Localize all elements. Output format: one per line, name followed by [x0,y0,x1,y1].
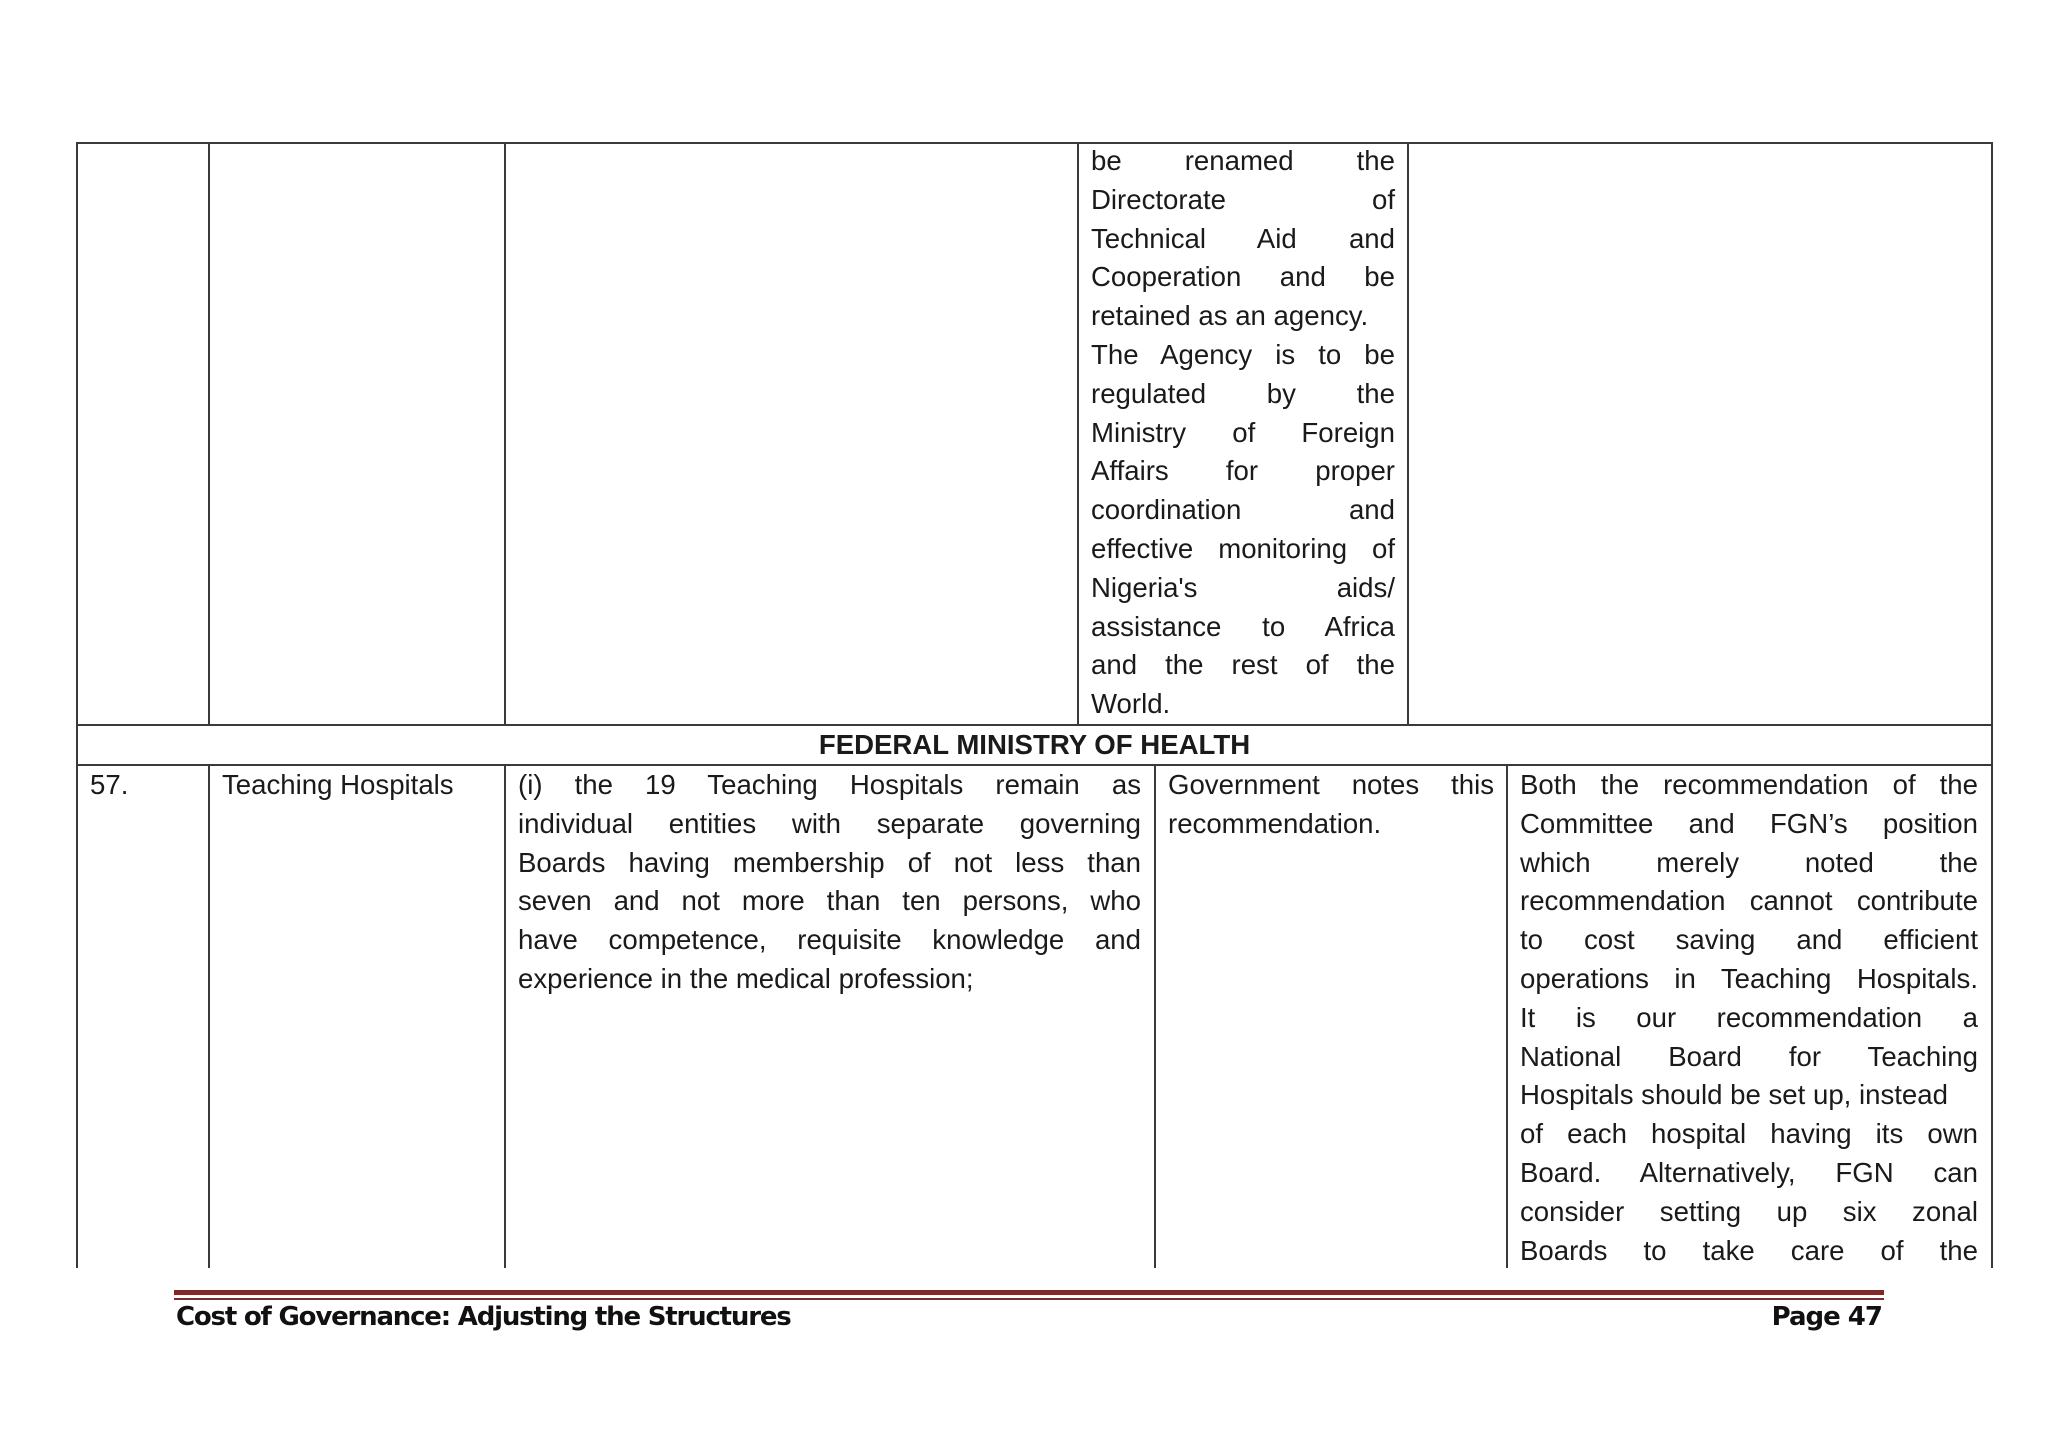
continued-text-line: coordination and [1091,494,1395,526]
continued-text-line: effective monitoring of [1091,532,1395,564]
continued-text-line: World. [1091,688,1171,720]
footer-rule-thin [174,1298,1884,1300]
government-position-cell [1168,766,1494,844]
continued-text-line: regulated by the [1091,377,1395,409]
continued-text-line: The Agency is to be [1091,338,1395,370]
government-position-text-line: Government notes this [1168,769,1494,800]
recommendation-text-line: individual entities with separate governing [518,807,1141,839]
comment-text-line: of each hospital having its own [1520,1118,1978,1150]
table-left-border [76,142,78,1268]
comment-text-line: recommendation cannot contribute [1520,885,1978,917]
comment-text-line: consider setting up six zonal [1520,1195,1978,1227]
continued-text-line: and the rest of the [1091,649,1395,681]
continued-text-line: assistance to Africa [1091,610,1395,642]
continued-text-line: Directorate of [1091,183,1395,215]
continued-text-line: Nigeria's aids/ [1091,571,1395,603]
row-number: 57. [90,769,129,800]
comment-text-line: which merely noted the [1520,846,1978,878]
section-heading: FEDERAL MINISTRY OF HEALTH [818,729,1251,760]
lower-col-divider-4 [1506,764,1508,1268]
comment-text-line: Both the recommendation of the [1520,769,1978,800]
comment-text-line: Boards to take care of the [1520,1234,1978,1266]
continued-text-line: be renamed the [1091,145,1395,176]
continued-text-line: retained as an agency. [1091,300,1369,332]
table-right-border [1991,142,1993,1268]
upper-col-divider-3 [1077,142,1079,725]
lower-col-divider-3 [1154,764,1156,1268]
continued-text-line: Cooperation and be [1091,261,1395,293]
continued-recommendation-cell [1091,142,1395,724]
comment-text-line: to cost saving and efficient [1520,924,1978,956]
row-subject: Teaching Hospitals [222,769,454,800]
recommendation-text-line: experience in the medical profession; [518,962,974,994]
upper-col-divider-2 [504,142,506,725]
recommendation-cell [518,766,1141,999]
footer-page-number: Page 47 [1771,1302,1882,1332]
recommendation-text-line: Boards having membership of not less than [518,846,1141,878]
comment-text-line: Board. Alternatively, FGN can [1520,1156,1978,1188]
comment-text-line: Hospitals should be set up, instead [1520,1079,1948,1111]
continued-text-line: Ministry of Foreign [1091,416,1395,448]
upper-col-divider-1 [208,142,210,725]
comment-text-line: operations in Teaching Hospitals. [1520,962,1978,994]
continued-text-line: Affairs for proper [1091,455,1395,487]
recommendation-text-line: seven and not more than ten persons, who [518,885,1141,917]
footer-rule-thick [174,1290,1884,1295]
continued-text-line: Technical Aid and [1091,222,1395,254]
comment-text-line: Committee and FGN’s position [1520,807,1978,839]
comment-text-line: National Board for Teaching [1520,1040,1978,1072]
government-position-text-line: recommendation. [1168,807,1382,839]
comment-cell [1520,766,1978,1270]
table-top-border [76,142,1993,144]
upper-col-divider-4 [1407,142,1409,725]
footer-title: Cost of Governance: Adjusting the Structures [176,1302,791,1332]
lower-col-divider-2 [504,764,506,1268]
comment-text-line: It is our recommendation a [1520,1001,1978,1033]
recommendation-text-line: have competence, requisite knowledge and [518,924,1141,956]
lower-col-divider-1 [208,764,210,1268]
recommendation-text-line: (i) the 19 Teaching Hospitals remain as [518,769,1141,800]
